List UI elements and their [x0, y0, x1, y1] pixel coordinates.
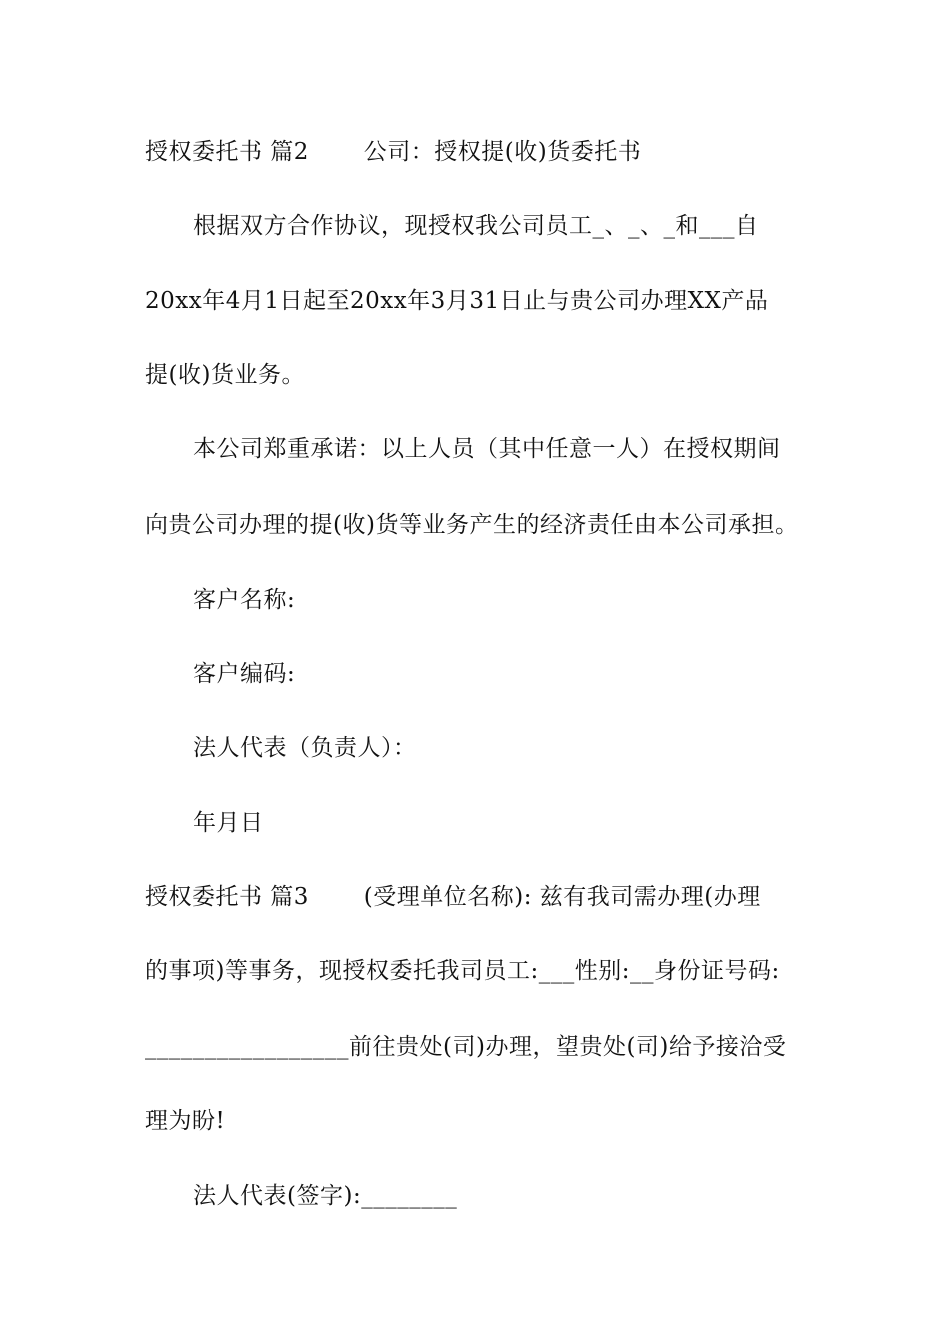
- paragraph-line: 向贵公司办理的提(收)货等业务产生的经济责任由本公司承担。: [145, 512, 799, 538]
- date-label: 年月日: [193, 810, 264, 836]
- paragraph-line: 20xx年4月1日起至20xx年3月31日止与贵公司办理XX产品: [145, 288, 769, 314]
- legal-representative-signature-label: 法人代表(签字):________: [193, 1183, 458, 1209]
- customer-code-label: 客户编码:: [193, 661, 296, 687]
- paragraph-line: 的事项)等事务，现授权委托我司员工:___性别:__身份证号码:: [145, 958, 780, 984]
- section-heading-2: 授权委托书 篇2 公司：授权提(收)货委托书: [145, 139, 642, 165]
- paragraph-line: 提(收)货业务。: [145, 362, 305, 388]
- paragraph-line: 本公司郑重承诺：以上人员（其中任意一人）在授权期间: [193, 436, 781, 462]
- paragraph-line: _________________前往贵处(司)办理，望贵处(司)给予接洽受: [145, 1034, 787, 1060]
- customer-name-label: 客户名称:: [193, 587, 296, 613]
- legal-representative-label: 法人代表（负责人）：: [193, 735, 417, 761]
- section-heading-3: 授权委托书 篇3 (受理单位名称): 兹有我司需办理(办理: [145, 884, 761, 910]
- paragraph-line: 理为盼!: [145, 1108, 226, 1134]
- paragraph-line: 根据双方合作协议，现授权我公司员工_、_、_和___自: [193, 213, 759, 239]
